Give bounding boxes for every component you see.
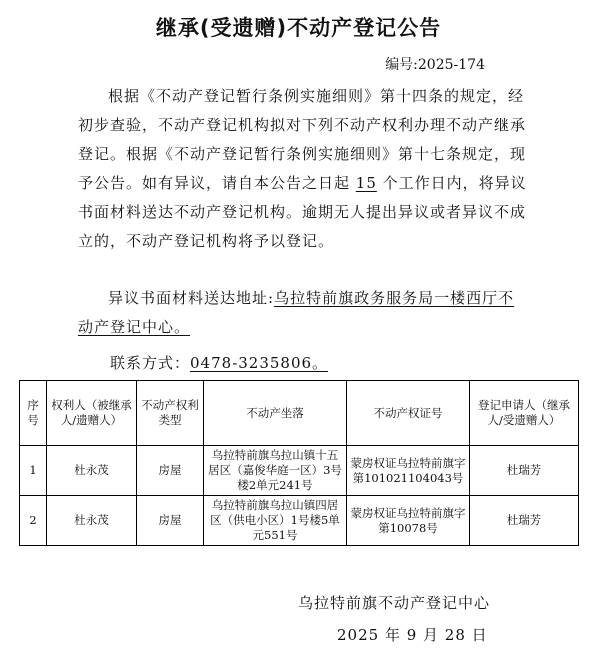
cell-location: 乌拉特前旗乌拉山镇四居区（供电小区）1号楼5单元551号 xyxy=(204,496,347,546)
contact-value: 0478-3235806。 xyxy=(190,354,329,372)
address-label: 异议书面材料送达地址: xyxy=(108,289,275,307)
body-text-before-days: 根据《不动产登记暂行条例实施细则》第十四条的规定，经初步查验，不动产登记机构拟对下列不动产权利办理不动产继承登记。根据《不动产登记暂行条例实施细则》第十七条规定，现予公告。如有异议，请自本公告之日起 xyxy=(78,87,527,192)
header-right-type: 不动产权利类型 xyxy=(137,381,204,446)
document-number: 编号:2025-174 xyxy=(385,57,485,73)
notice-body-paragraph xyxy=(78,82,530,256)
header-serial-no: 序号 xyxy=(20,381,47,446)
cell-right-type: 房屋 xyxy=(137,446,204,496)
cell-serial-no: 2 xyxy=(20,496,47,546)
cell-right-type: 房屋 xyxy=(137,496,204,546)
header-applicant: 登记申请人（继承人/受遗赠人） xyxy=(470,381,579,446)
header-owner: 权利人（被继承人/遗赠人） xyxy=(47,381,137,446)
cell-certificate-no: 蒙房权证乌拉特前旗字第101021104043号 xyxy=(347,446,470,496)
issue-date: 2025 年 9 月 28 日 xyxy=(337,626,488,644)
table-row xyxy=(20,446,579,496)
cell-serial-no: 1 xyxy=(20,446,47,496)
header-certificate-no: 不动产权证号 xyxy=(347,381,470,446)
address-paragraph xyxy=(78,284,530,342)
table-row xyxy=(20,496,579,546)
cell-certificate-no: 蒙房权证乌拉特前旗字第10078号 xyxy=(347,496,470,546)
issuing-authority: 乌拉特前旗不动产登记中心 xyxy=(298,594,491,612)
cell-applicant: 杜瑞芳 xyxy=(470,496,579,546)
table-header-row xyxy=(20,381,579,446)
objection-days: 15 xyxy=(355,174,377,192)
cell-location: 乌拉特前旗乌拉山镇十五居区（嘉俊华庭一区）3号楼2单元241号 xyxy=(204,446,347,496)
contact-paragraph xyxy=(110,349,530,378)
property-table xyxy=(19,380,579,546)
notice-title: 继承(受遗赠)不动产登记公告 xyxy=(155,16,442,40)
header-location: 不动产坐落 xyxy=(204,381,347,446)
body-text-after-days: 个工作日内，将异议书面材料送达不动产登记机构。逾期无人提出异议或者异议不成立的，不动产登记机构将予以登记。 xyxy=(78,174,527,250)
cell-applicant: 杜瑞芳 xyxy=(470,446,579,496)
contact-label: 联系方式： xyxy=(110,354,191,372)
address-value: 乌拉特前旗政务服务局一楼西厅不动产登记中心。 xyxy=(78,289,515,336)
cell-owner: 杜永茂 xyxy=(47,446,137,496)
cell-owner: 杜永茂 xyxy=(47,496,137,546)
